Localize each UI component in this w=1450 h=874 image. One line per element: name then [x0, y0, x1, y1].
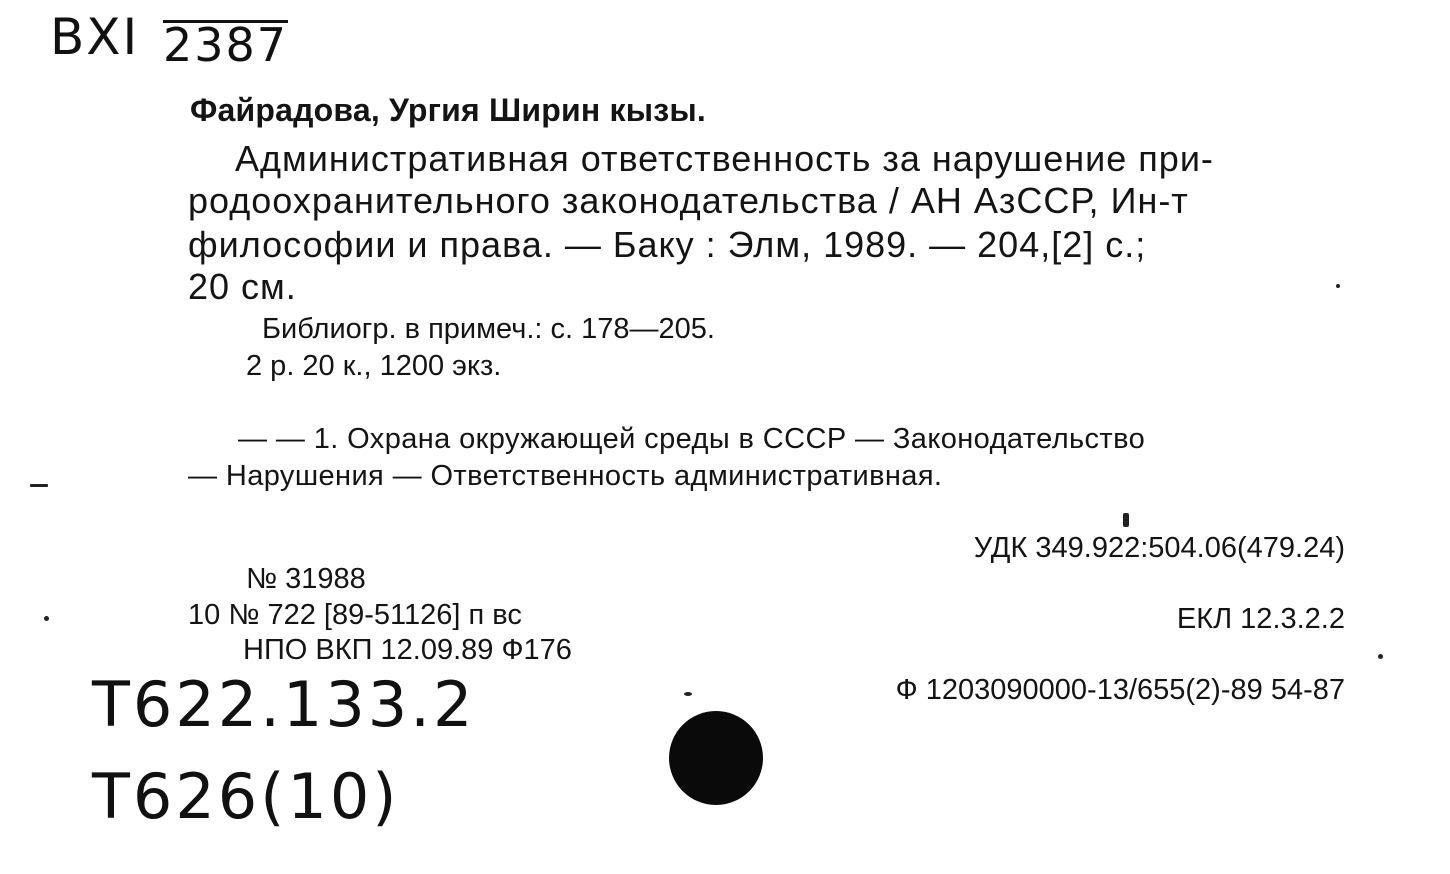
title-line-1: Административная ответственность за нарушение при- [235, 138, 1214, 179]
scan-speck [1378, 654, 1383, 659]
author-heading: Файрадова, Ургия Ширин кызы. [190, 92, 706, 128]
scan-speck [1123, 513, 1129, 527]
bibliography-note: Библиогр. в примеч.: с. 178—205. [262, 313, 715, 345]
scan-speck [1336, 284, 1340, 288]
title-line-2: родоохранительного законодательства / АН АзССР, Ин-т [188, 180, 1189, 221]
npo-line: НПО ВКП 12.09.89 Ф176 [243, 634, 572, 666]
udc-code: УДК 349.922:504.06(479.24) [973, 532, 1345, 564]
ekl-code: ЕКЛ 12.3.2.2 [1176, 603, 1345, 635]
handwritten-shelf-prefix: ВХI [50, 8, 140, 66]
subject-line-1: — — 1. Охрана окружающей среды в СССР — Законодательство [238, 423, 1146, 455]
scan-speck [30, 484, 48, 487]
print-line: 10 № 722 [89-51126] п вс [188, 599, 522, 631]
title-line-4: 20 см. [188, 266, 297, 307]
price-note: 2 р. 20 к., 1200 экз. [246, 350, 502, 382]
handwritten-shelf-number: 2387 [163, 18, 289, 72]
scan-speck [44, 616, 49, 621]
scan-speck [684, 692, 692, 696]
subject-line-2: — Нарушения — Ответственность административная. [188, 460, 943, 492]
card-punch-hole [669, 711, 763, 805]
title-line-3: философии и права. — Баку : Элм, 1989. — 204,[2] с.; [188, 224, 1147, 265]
f-code: Ф 1203090000-13/655(2)-89 54-87 [895, 674, 1345, 706]
order-number: № 31988 [246, 563, 366, 595]
handwritten-class-code-2: Т626(10) [92, 760, 400, 833]
handwritten-class-code-1: Т622.133.2 [92, 668, 476, 741]
